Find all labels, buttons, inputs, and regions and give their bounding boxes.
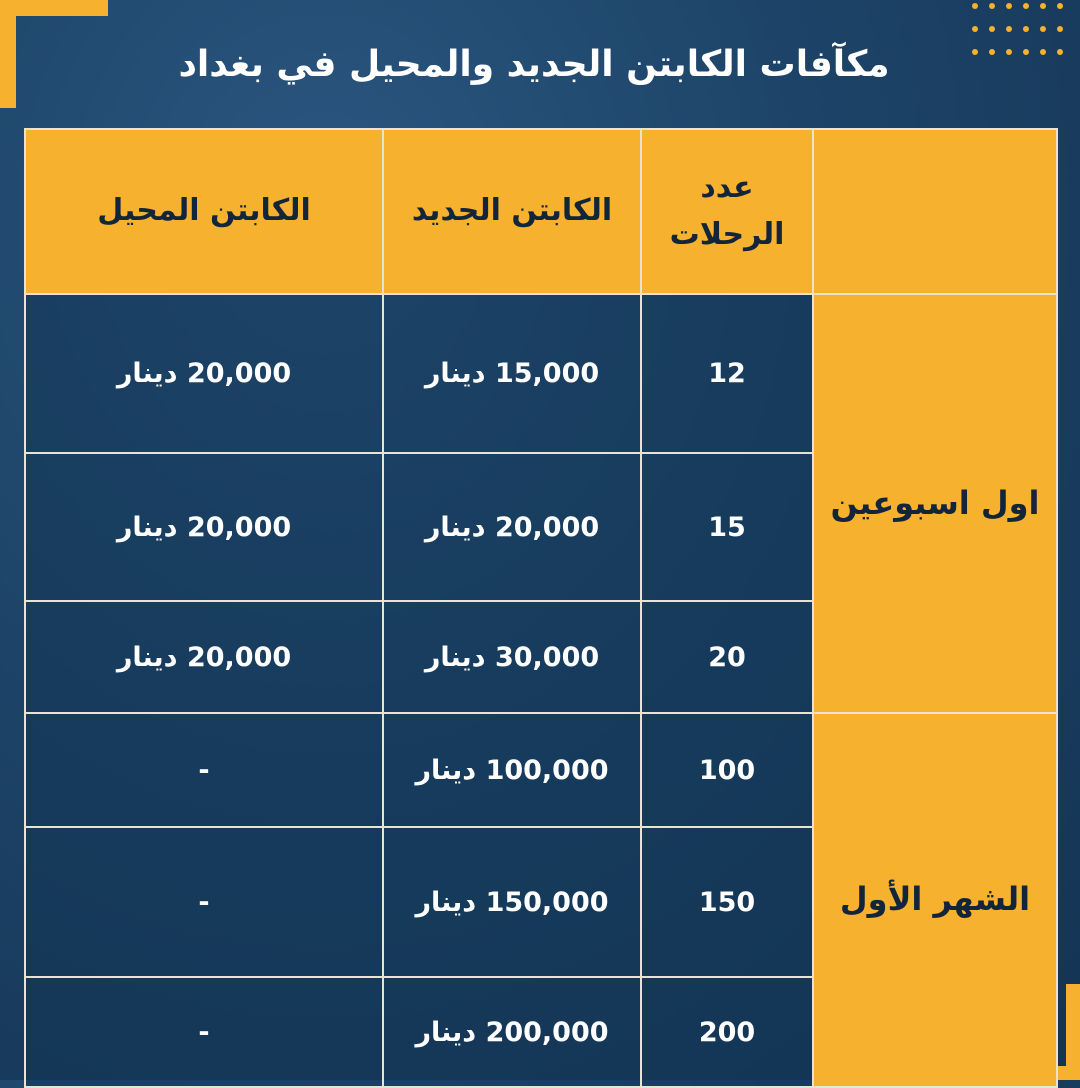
referrer-amount: 20,000 دينار: [116, 641, 292, 673]
trips-cell: 200: [641, 977, 813, 1087]
dot: [1040, 26, 1046, 32]
table-row: [25, 713, 1057, 827]
new-captain-amount: 150,000 دينار: [415, 886, 609, 918]
period-cell: اول اسبوعين: [813, 294, 1057, 713]
dot: [972, 26, 978, 32]
dot: [1006, 26, 1012, 32]
dot: [1040, 3, 1046, 9]
new-captain-amount: 20,000 دينار: [424, 511, 600, 543]
dot: [989, 26, 995, 32]
new-captain-amount: 15,000 دينار: [424, 358, 600, 389]
referrer-cell: -: [25, 713, 383, 827]
new-captain-cell: [383, 713, 641, 827]
dot: [1006, 3, 1012, 9]
dot: [989, 3, 995, 9]
trips-header: عدد الرحلات: [641, 129, 813, 294]
period-header-cell: [813, 129, 1057, 294]
trips-cell: 150: [641, 827, 813, 977]
dot: [1023, 26, 1029, 32]
trips-cell: 12: [641, 294, 813, 453]
dot: [1057, 3, 1063, 9]
table-row: [25, 294, 1057, 453]
page-title: مكآفات الكابتن الجديد والمحيل في بغداد: [178, 44, 890, 85]
new-captain-cell: [383, 453, 641, 601]
trips-cell: 15: [641, 453, 813, 601]
new-captain-cell: [383, 827, 641, 977]
rewards-table: [24, 128, 1058, 1088]
new-captain-cell: [383, 294, 641, 453]
trips-cell: 100: [641, 713, 813, 827]
referrer-header: الكابتن المحيل: [25, 129, 383, 294]
new-captain-cell: [383, 601, 641, 713]
new-captain-amount: 30,000 دينار: [424, 641, 600, 673]
period-cell: الشهر الأول: [813, 713, 1057, 1087]
referrer-cell: -: [25, 827, 383, 977]
dot: [1023, 3, 1029, 9]
referrer-cell: -: [25, 977, 383, 1087]
dot: [1057, 26, 1063, 32]
referrer-cell: [25, 453, 383, 601]
trips-cell: 20: [641, 601, 813, 713]
referrer-amount: 20,000 دينار: [116, 358, 292, 389]
table-header-row: [25, 129, 1057, 294]
new-captain-header: الكابتن الجديد: [383, 129, 641, 294]
new-captain-amount: 100,000 دينار: [415, 754, 609, 786]
referrer-cell: [25, 601, 383, 713]
new-captain-cell: [383, 977, 641, 1087]
new-captain-amount: 200,000 دينار: [415, 1016, 609, 1048]
dot: [972, 3, 978, 9]
referrer-amount: 20,000 دينار: [116, 511, 292, 543]
referrer-cell: [25, 294, 383, 453]
